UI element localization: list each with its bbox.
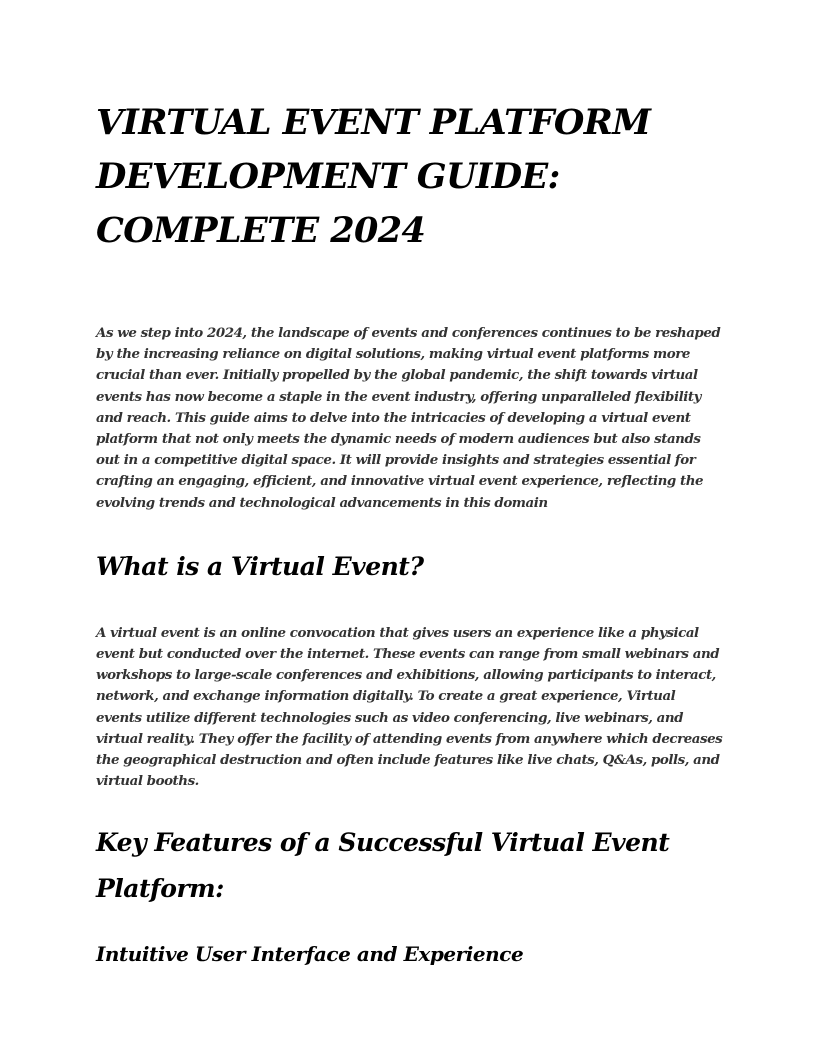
intro-paragraph: As we step into 2024, the landscape of events and conferences continues to be reshaped by the increasing reliance on digital solutions, making virtual event platforms more crucial than ever. Initially propelled by the global pandemic, the shift towards virtual events has now become a staple in the event industry, offering unparalleled flexibility and reach. This guide aims to delve into the intricacies of developing a virtual event platform that not only meets the dynamic needs of modern audiences but also stands out in a competitive digital space. It will provide insights and strategies essential for crafting an engaging, efficient, and innovative virtual event experience, reflecting the evolving trends and technological advancements in this domain: [96, 325, 721, 511]
section-heading-key-features: Key Features of a Successful Virtual Event Platform:: [96, 828, 670, 904]
subheading-intuitive-ui: Intuitive User Interface and Experience: [96, 942, 524, 967]
section-heading-what-is-virtual-event: What is a Virtual Event?: [96, 551, 424, 581]
virtual-event-paragraph: A virtual event is an online convocation that gives users an experience like a physical event but conducted over the internet. These events can range from small webinars and workshops to large-scale conferences and exhibitions, allowing participants to interact, network, and exchange information digitally. To create a great experience, Virtual events utilize different technologies such as video conferencing, live webinars, and virtual reality. They offer the facility of attending events from anywhere which decreases the geographical destruction and often include features like live chats, Q&As, polls, and virtual booths.: [96, 624, 723, 790]
document-title: VIRTUAL EVENT PLATFORM DEVELOPMENT GUIDE: COMPLETE 2024: [96, 102, 651, 251]
document-page: [96, 96, 724, 968]
